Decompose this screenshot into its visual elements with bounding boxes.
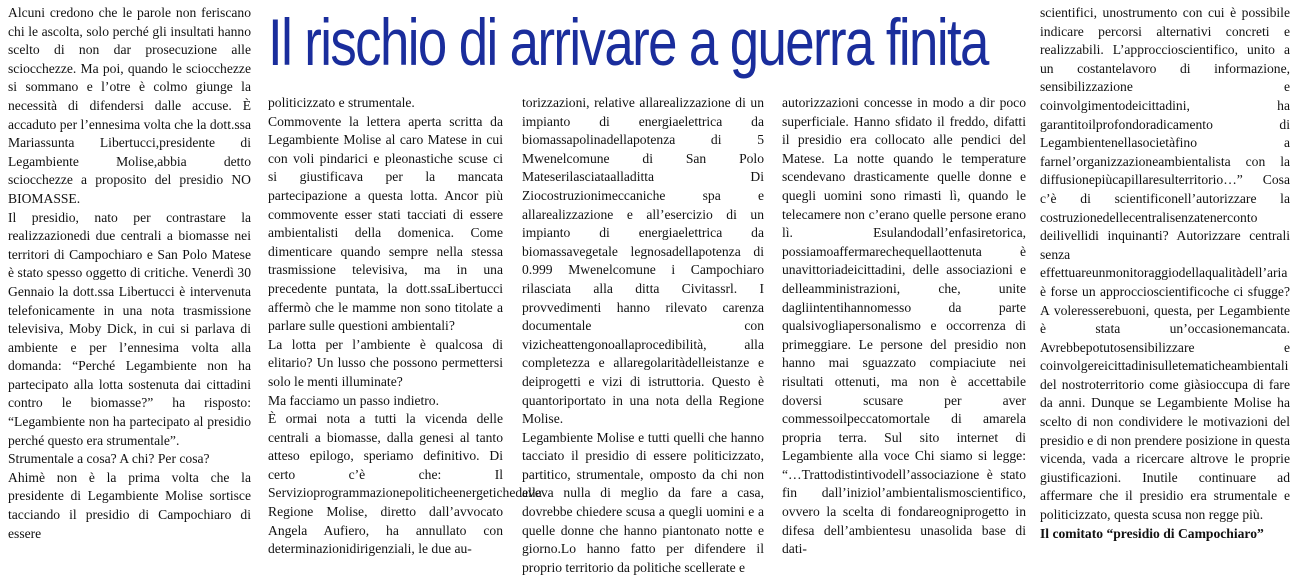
paragraph: È ormai nota a tutti la vicenda delle centrali a biomasse, dalla genesi al tanto atteso epilogo, speriamo definitivo. Di certo c’è che: Il Servizioprogrammazionepoliticheenergetichedella Regione Molise, diretto dall’avvocato Angela Aufiero, ha annullato con determinazionidirigenziali, le due au-: [268, 411, 542, 557]
article-column-5: [1040, 4, 1290, 544]
article-column-1: [8, 4, 251, 544]
paragraph: Alcuni credono che le parole non feriscano chi le ascolta, solo perché gli insultati hanno scelto di non dar prosecuzione alle sciocchezze. Ma poi, quando le sciocchezze si sommano e l’otre è colmo giunge la necessità di difendersi dalle accuse. È accaduto per l’ennesima volta che la dott.ssa Mariassunta Libertucci,presidente di Legambiente Molise,abbia detto sciocchezze a proposito del presidio NO BIOMASSE.: [8, 5, 251, 206]
paragraph: Il presidio, nato per contrastare la realizzazionedi due centrali a biomasse nei territori di Campochiaro e San Polo Matese è stato spesso oggetto di critiche. Venerdì 30 Gennaio la dott.ssa Libertucci è intervenuta telefonicamente in una nota trasmissione televisiva, Moby Dick, in cui si parlava di ambiente e per l’ennesima volta alla domanda: “Perché Legambiente non ha partecipato alla lotta sostenuta dai cittadini contro le biomasse?” ha risposto: “Legambiente non ha partecipato al presidio perché questo era strumentale”.: [8, 209, 251, 448]
paragraph: scientifici, unostrumento con cui è possibile indicare percorsi alternativi concreti e realizzabili. L’approccioscientifico, unito a un costantelavoro di informazione, sensibilizzazione e coinvolgimentodeicittadini, ha garantitoilprofondoradicamento di Legambientenellasocietàfino a farnel’organizzazioneambientalista con la diffusionepiùcapillaresulterritorio…” Cosa c’è di scientificonell’autorizzare la costruzionedellecentralisenzatenerconto deilivellidi inquinanti? Autorizzare centrali senza effettuareunmonitoraggiodellaqualitàdell’aria è forse un approccioscientificoche ci sfugge? A voleresserebuoni, questa, per Legambiente è stata un’occasionemancata. Avrebbepotutosensibilizzare e coinvolgereicittadinisulletematicheambientali del nostroterritorio come giàsioccupa di fare da anni. Dunque se Legambiente Molise ha scelto di non condividere le motivazioni del presidio e di non prendere posizione in questa vicenda, vada a ricercare altrove le proprie giustificazioni. Inutile continuare ad affermare che il presidio era strumentale e politicizzato, questa scusa non regge più.: [1040, 5, 1290, 523]
paragraph: Ahimè non è la prima volta che la presidente di Legambiente Molise sortisce tacciando il presidio di Campochiaro di essere: [8, 469, 251, 541]
headline: Il rischio di arrivare a guerra finita: [268, 5, 988, 79]
paragraph: autorizzazioni concesse in modo a dir poco superficiale. Hanno sfidato il freddo, difatti il presidio era collocato alle pendici del Matese. La notte quando le temperature scendevano drasticamente quelle donne e quegli uomini sono rimasti lì, quando le telecamere non c’erano quelle persone erano lì. Esulandodall’enfasiretorica, possiamoaffermarechequellaottenuta è unavittoriadeicittadini, delle associazioni e delleamministrazioni, che, unite dagliintentihannomesso da parte qualsivogliapersonalismo e occorrenza di primeggiare. Le persone del presidio non hanno mai sguazzato compiaciute nei risultati ottenuti, ma non è accettabile doversi scusare per aver commessoilpeccatomortale di amarela propria terra. Sul sito internet di Legambiente alla voce Chi siamo si legge: “…Trattodistintivodell’associazione è stato fin dall’iniziol’ambientalismoscientifico, ovvero la scelta di fondareogniprogetto in difesa dell’ambientesu unasolida base di dati-: [782, 95, 1026, 557]
paragraph: Commovente la lettera aperta scritta da Legambiente Molise al caro Matese in cui con voli pindarici e pleonastiche scuse ci si giustificava per la mancata partecipazione a questa lotta. Ancor più commovente esser stati tacciati di essere ambientalisti della domenica. Come dimenticare quando sempre nella stessa trasmissione televisiva, ma in una precedente puntata, la dott.ssaLibertucci affermò che le mamme non sono titolate a parlare sulle questioni ambientali?: [268, 113, 503, 334]
signature: Il comitato “presidio di Campochiaro”: [1040, 525, 1264, 541]
paragraph: politicizzato e strumentale.: [268, 95, 415, 110]
paragraph: torizzazioni, relative allarealizzazione di un impianto di energiaelettrica da biomassapolinadellapotenza di 5 Mwenelcomune di San Polo Mateserilasciataalladitta Di Ziocostruzionimeccaniche spa e allarealizzazione e all’esercizio di un impianto di energiaelettrica da biomassavegetale legnosadellapotenza di 0.999 Mwenelcomune i Campochiaro rilasciata alla ditta Civitassrl. I provvedimenti hanno rilevato carenza documentale con vizicheattengonoallaprocedibilità, alla completezza e allaregolaritàdelleistanze e deiprogetti e vizi di istruttoria. Questo è quantoriportato in una nota della Regione Molise.: [522, 95, 764, 427]
paragraph: Strumentale a cosa? A chi? Per cosa?: [8, 451, 210, 467]
article-column-3: [522, 94, 764, 575]
article-column-4: [782, 94, 1026, 557]
paragraph: La lotta per l’ambiente è qualcosa di elitario? Un lusso che possono permettersi solo le menti illuminate?: [268, 336, 503, 389]
paragraph: Legambiente Molise e tutti quelli che hanno tacciato il presidio di essere politicizzato, partitico, strumentale, omposto da chi non aveva nulla di meglio da fare a casa, dovrebbe chiedere scusa a quegli uomini e a quelle donne che hanno piantonato notte e giorno.Lo hanno fatto per difendere il proprio territorio da politiche scellerate e: [522, 429, 764, 575]
paragraph: Ma facciamo un passo indietro.: [268, 392, 440, 408]
article-column-2: [268, 94, 542, 557]
